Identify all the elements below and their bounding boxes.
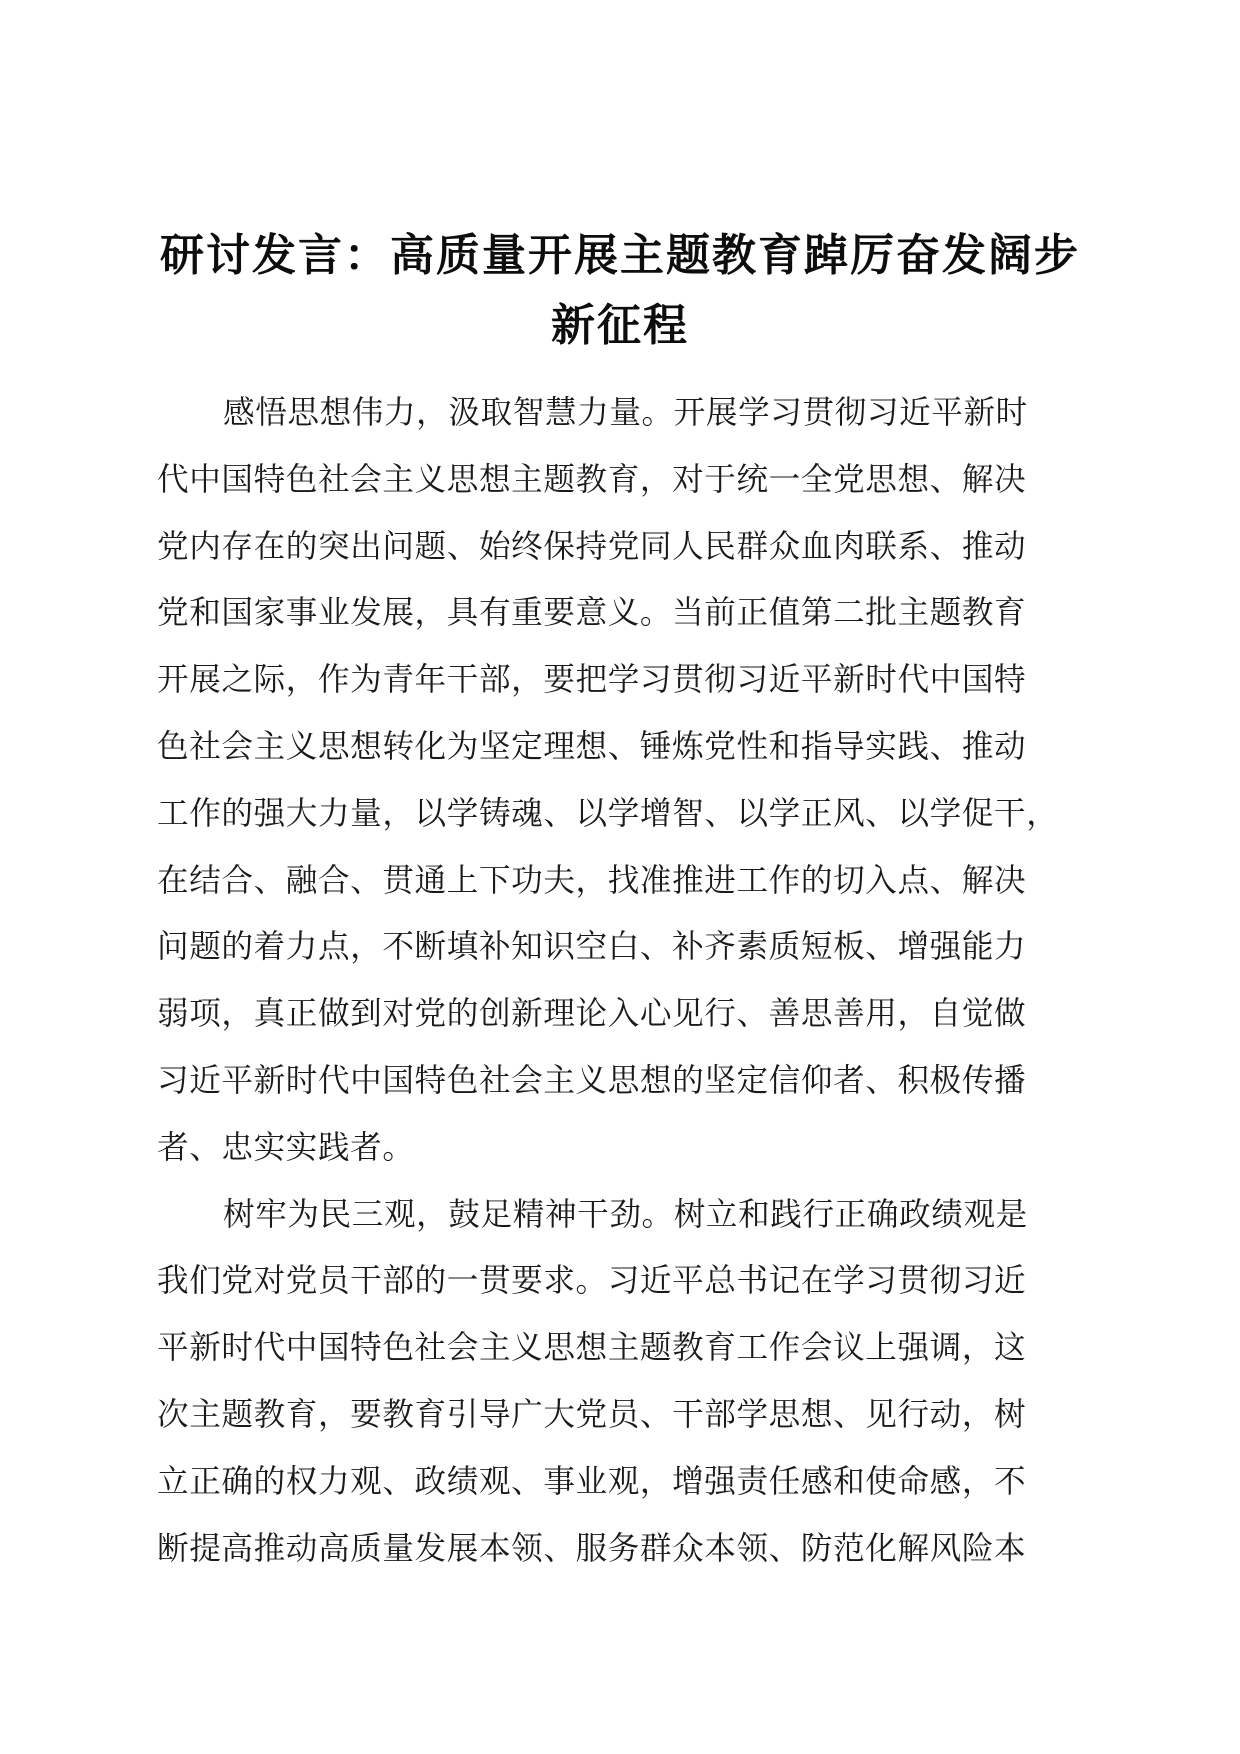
paragraph-line: 代中国特色社会主义思想主题教育，对于统一全党思想、解决 (157, 461, 1027, 498)
paragraph-1 (157, 380, 1087, 1182)
title-line-2: 新征程 (551, 300, 689, 352)
paragraph-2 (157, 1182, 1087, 1583)
title-line-1: 研讨发言：高质量开展主题教育踔厉奋发阔步 (160, 230, 1080, 282)
paragraph-line: 我们党对党员干部的一贯要求。习近平总书记在学习贯彻习近 (157, 1263, 1027, 1300)
paragraph-line: 问题的着力点，不断填补知识空白、补齐素质短板、增强能力 (157, 929, 1027, 966)
paragraph-line: 色社会主义思想转化为坚定理想、锤炼党性和指导实践、推动 (157, 728, 1027, 765)
paragraph-line: 次主题教育，要教育引导广大党员、干部学思想、见行动，树 (157, 1396, 1027, 1433)
paragraph-line: 者、忠实实践者。 (157, 1129, 415, 1166)
paragraph-line: 感悟思想伟力，汲取智慧力量。开展学习贯彻习近平新时 (223, 395, 1028, 431)
paragraph-line: 习近平新时代中国特色社会主义思想的坚定信仰者、积极传播 (157, 1062, 1027, 1099)
paragraph-line: 弱项，真正做到对党的创新理论入心见行、善思善用，自觉做 (157, 996, 1027, 1033)
paragraph-line: 树牢为民三观，鼓足精神干劲。树立和践行正确政绩观是 (223, 1196, 1028, 1233)
paragraph-line: 党和国家事业发展，具有重要意义。当前正值第二批主题教育 (157, 595, 1027, 632)
document-body (157, 380, 1087, 1582)
paragraph-line: 党内存在的突出问题、始终保持党同人民群众血肉联系、推动 (157, 528, 1027, 565)
paragraph-line: 立正确的权力观、政绩观、事业观，增强责任感和使命感，不 (157, 1463, 1027, 1500)
paragraph-line: 断提高推动高质量发展本领、服务群众本领、防范化解风险本 (157, 1530, 1027, 1567)
paragraph-line: 开展之际，作为青年干部，要把学习贯彻习近平新时代中国特 (157, 662, 1027, 699)
document-title (150, 221, 1090, 361)
paragraph-line: 平新时代中国特色社会主义思想主题教育工作会议上强调，这 (157, 1330, 1027, 1367)
paragraph-line: 在结合、融合、贯通上下功夫，找准推进工作的切入点、解决 (157, 862, 1027, 899)
paragraph-line: 工作的强大力量，以学铸魂、以学增智、以学正风、以学促干， (157, 795, 1059, 832)
